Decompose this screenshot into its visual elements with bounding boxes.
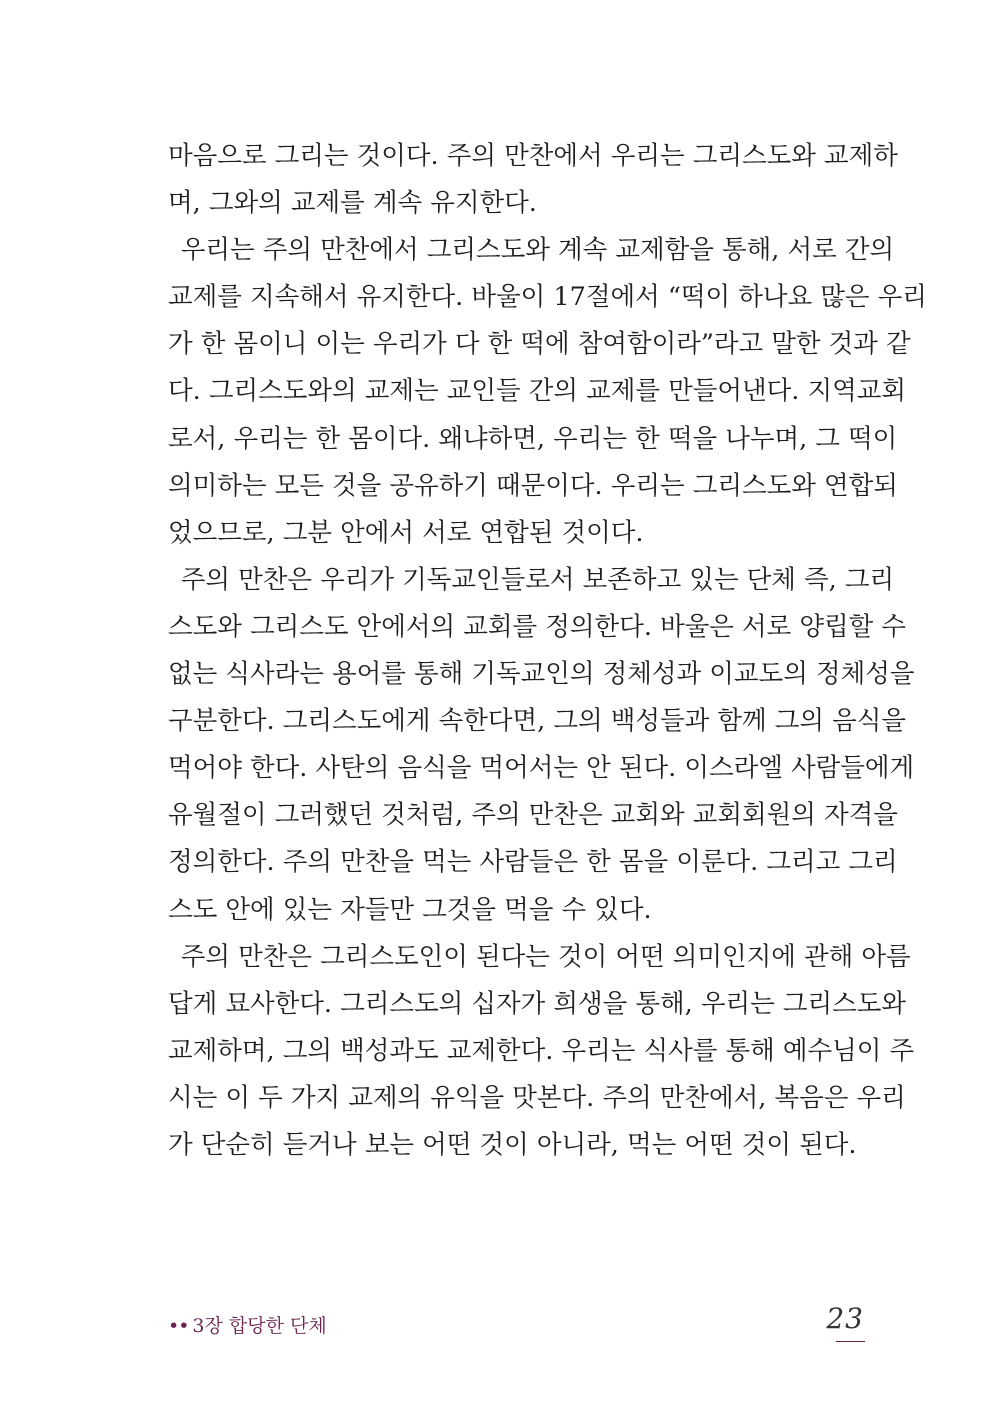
- body-line: 유월절이 그러했던 것처럼, 주의 만찬은 교회와 교회회원의 자격을: [168, 800, 898, 831]
- body-line: 답게 묘사한다. 그리스도의 십자가 희생을 통해, 우리는 그리스도와: [168, 988, 907, 1019]
- body-line: 주의 만찬은 그리스도인이 된다는 것이 어떤 의미인지에 관해 아름: [180, 941, 911, 972]
- body-line: 교제를 지속해서 유지한다. 바울이 17절에서 “떡이 하나요 많은 우리: [168, 282, 927, 313]
- body-line: 시는 이 두 가지 교제의 유익을 맛본다. 주의 만찬에서, 복음은 우리: [168, 1082, 906, 1113]
- body-line: 먹어야 한다. 사탄의 음식을 먹어서는 안 된다. 이스라엘 사람들에게: [168, 753, 915, 784]
- footer-bullet-icon: ••: [168, 1315, 189, 1337]
- body-line: 며, 그와의 교제를 계속 유지한다.: [168, 188, 537, 219]
- body-line: 정의한다. 주의 만찬을 먹는 사람들은 한 몸을 이룬다. 그리고 그리: [168, 847, 898, 878]
- body-line: 다. 그리스도와의 교제는 교인들 간의 교제를 만들어낸다. 지역교회: [168, 376, 907, 407]
- body-line: 스도 안에 있는 자들만 그것을 먹을 수 있다.: [168, 894, 652, 925]
- body-line: 었으므로, 그분 안에서 서로 연합된 것이다.: [168, 517, 644, 548]
- running-footer-chapter-title: [168, 1311, 327, 1338]
- page-number: 23: [826, 1302, 864, 1335]
- page-body-text: [168, 133, 927, 1169]
- body-line: 우리는 주의 만찬에서 그리스도와 계속 교제함을 통해, 서로 간의: [180, 235, 895, 266]
- body-line: 스도와 그리스도 안에서의 교회를 정의한다. 바울은 서로 양립할 수: [168, 611, 907, 642]
- body-line: 주의 만찬은 우리가 기독교인들로서 보존하고 있는 단체 즉, 그리: [180, 564, 895, 595]
- body-line: 의미하는 모든 것을 공유하기 때문이다. 우리는 그리스도와 연합되: [168, 470, 898, 501]
- chapter-title: 3장 합당한 단체: [192, 1315, 327, 1337]
- body-line: 교제하며, 그의 백성과도 교제한다. 우리는 식사를 통해 예수님이 주: [168, 1035, 915, 1066]
- body-line: 가 한 몸이니 이는 우리가 다 한 떡에 참여함이라”라고 말한 것과 같: [168, 329, 911, 360]
- body-line: 마음으로 그리는 것이다. 주의 만찬에서 우리는 그리스도와 교제하: [168, 141, 898, 171]
- page-number-underline: [836, 1341, 865, 1342]
- body-line: 가 단순히 듣거나 보는 어떤 것이 아니라, 먹는 어떤 것이 된다.: [168, 1129, 857, 1160]
- body-line: 구분한다. 그리스도에게 속한다면, 그의 백성들과 함께 그의 음식을: [168, 706, 907, 737]
- body-line: 로서, 우리는 한 몸이다. 왜냐하면, 우리는 한 떡을 나누며, 그 떡이: [168, 423, 898, 454]
- body-line: 없는 식사라는 용어를 통해 기독교인의 정체성과 이교도의 정체성을: [168, 659, 915, 690]
